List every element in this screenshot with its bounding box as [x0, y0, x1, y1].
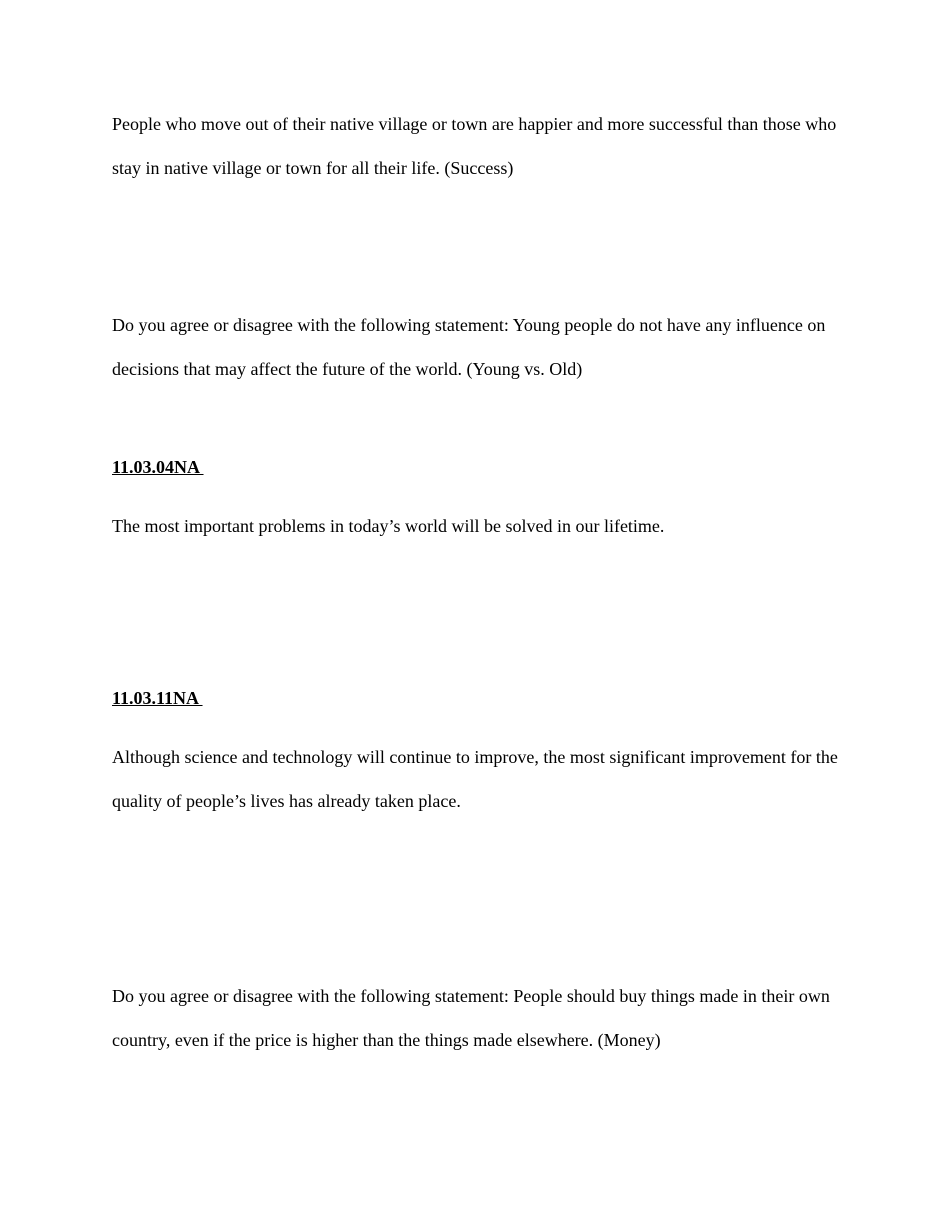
- prompt-quality-of-life: Although science and technology will continue to improve, the most significant improvement for the quality of people’s lives has already taken place.: [112, 747, 838, 811]
- section-heading-11-03-04na: 11.03.04NA: [112, 457, 204, 477]
- prompt-problems-solved: The most important problems in today’s world will be solved in our lifetime.: [112, 516, 665, 536]
- prompt-young-vs-old: Do you agree or disagree with the following statement: Young people do not have any influence on decisions that may affect the future of the world. (Young vs. Old): [112, 315, 826, 379]
- prompt-money: Do you agree or disagree with the following statement: People should buy things made in their own country, even if the price is higher than the things made elsewhere. (Money): [112, 986, 830, 1050]
- section-heading-11-03-11na: 11.03.11NA: [112, 688, 203, 708]
- prompt-success: People who move out of their native village or town are happier and more successful than those who stay in native village or town for all their life. (Success): [112, 114, 837, 178]
